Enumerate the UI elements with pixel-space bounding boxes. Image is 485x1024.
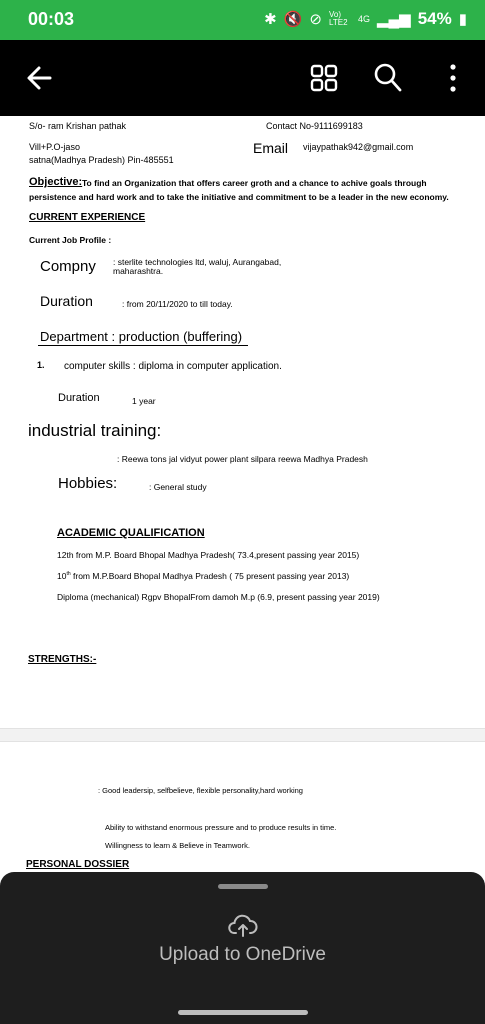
document-viewer[interactable] [0,116,485,876]
signal-icon: ▂▄▆ [377,11,411,28]
department-line: Department : production (buffering) [40,329,243,344]
strength-line-1: : Good leadersip, selfbelieve, flexible personality,hard working [98,786,303,795]
upload-onedrive-button[interactable]: Upload to OneDrive [159,944,326,965]
current-job-profile: Current Job Profile : [29,235,112,245]
company-label: Compny [40,258,96,275]
upload-bottom-sheet [0,872,485,1024]
objective-line-2: persistence and hard work and to take the initiative and commitment to be a leader in the new economy. [29,192,449,202]
page-break [0,728,485,742]
duration2-label: Duration [58,392,100,404]
email-label: Email [253,140,289,156]
academic-line-3: Diploma (mechanical) Rgpv BhopalFrom damoh M.p (6.9, present passing year 2019) [57,592,380,602]
sheet-drag-handle[interactable] [218,884,268,889]
duration-label: Duration [40,293,93,309]
industrial-training-heading: industrial training: [28,421,162,440]
email-value: vijaypathak942@gmail.com [303,142,414,152]
department-underline [38,345,248,346]
academic-line-1: 12th from M.P. Board Bhopal Madhya Pradesh( 73.4,present passing year 2015) [57,550,360,560]
do-not-disturb-icon: ⊘ [309,11,322,28]
cloud-upload-icon[interactable] [228,912,258,938]
strength-line-2: Ability to withstand enormous pressure and to produce results in time. [105,823,337,832]
objective-heading: Objective: [29,176,83,188]
system-nav-handle[interactable] [178,1010,308,1015]
more-vert-icon[interactable] [447,62,459,94]
app-toolbar [0,40,485,116]
grid-view-icon[interactable] [310,64,338,92]
hobbies-value: : General study [149,482,207,492]
current-experience-heading: CURRENT EXPERIENCE [29,212,146,223]
so-line: S/o- ram Krishan pathak [29,121,127,131]
volte-icon: Vo) LTE2 [328,10,348,27]
objective-line-1: To find an Organization that offers career groth and a chance to achive goals through [82,178,427,188]
battery-level: 54% [417,9,452,28]
back-arrow-icon[interactable] [24,60,56,96]
search-icon[interactable] [373,62,403,94]
address-line: satna(Madhya Pradesh) Pin-485551 [29,155,174,165]
company-value-1: : sterlite technologies ltd, waluj, Aurangabad, [113,257,282,267]
personal-dossier-heading: PERSONAL DOSSIER [26,859,130,870]
contact-number: Contact No-9111699183 [266,121,363,131]
computer-skills-line: computer skills : diploma in computer application. [64,361,282,372]
company-value-2: maharashtra. [113,266,164,276]
academic-heading: ACADEMIC QUALIFICATION [57,527,205,539]
strengths-heading: STRENGTHS:- [28,654,97,665]
duration2-value: 1 year [132,396,156,406]
training-value: : Reewa tons jal vidyut power plant silpara reewa Madhya Pradesh [117,454,368,464]
bluetooth-icon: ✱ [264,11,277,28]
academic-line-2: 10th from M.P.Board Bhopal Madhya Pradesh ( 75 present passing year 2013) [57,571,350,581]
list-number: 1. [37,360,45,370]
status-icons [264,9,467,29]
strength-line-3: Willingness to learn & Believe in Teamwork. [105,841,250,850]
hobbies-label: Hobbies: [58,475,118,492]
mute-icon: 🔇 [283,11,303,28]
battery-icon: ▮ [458,11,467,28]
status-time: 00:03 [28,9,75,29]
village-line: Vill+P.O-jaso [29,142,80,152]
4g-icon: 4G [357,14,370,24]
duration-value: : from 20/11/2020 to till today. [122,299,233,309]
status-bar [0,0,485,40]
